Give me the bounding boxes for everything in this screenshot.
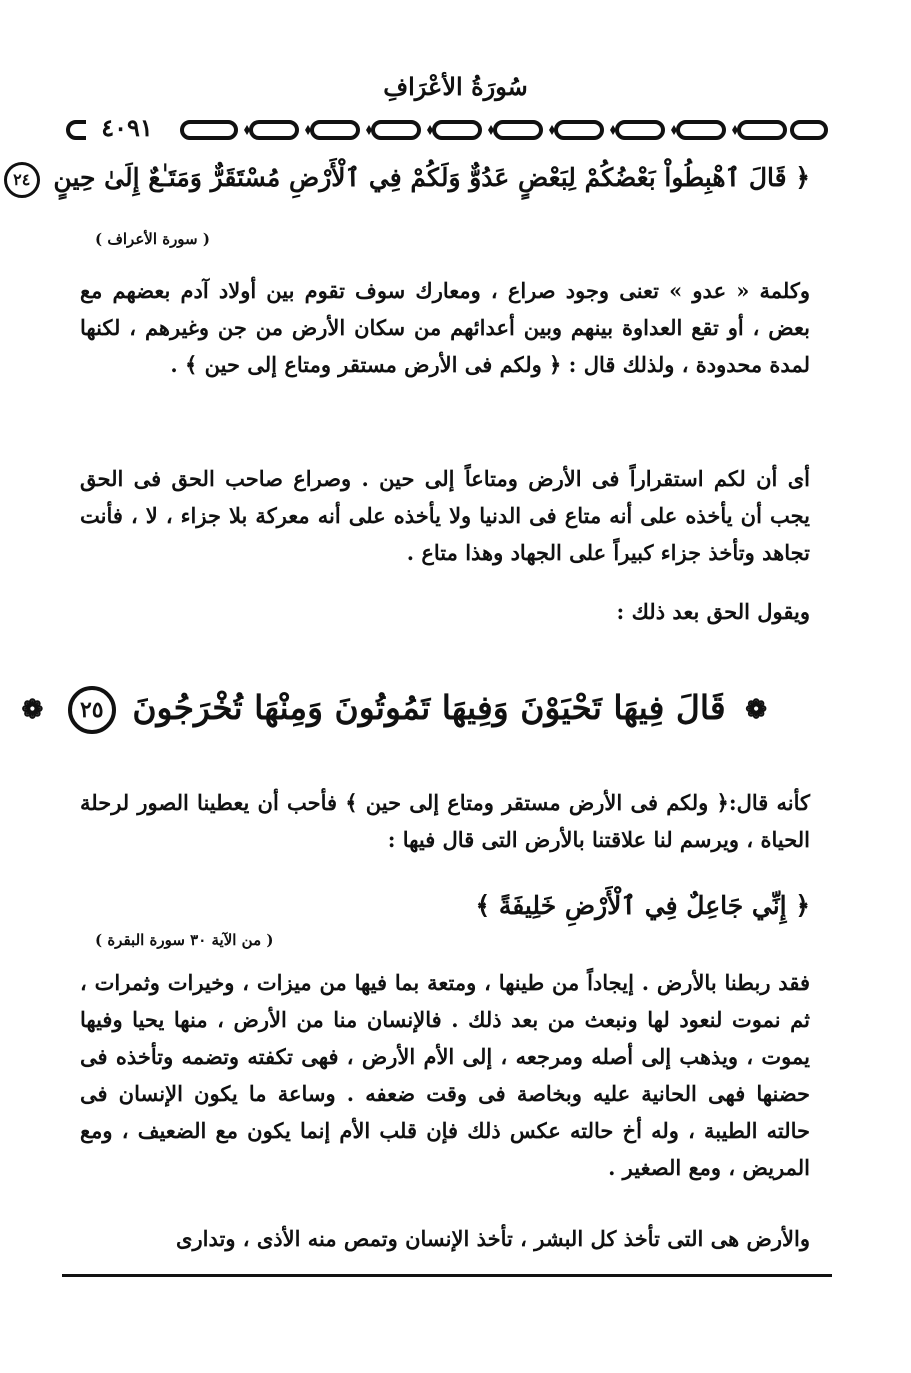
- ayah-number-25: ٢٥: [68, 686, 116, 734]
- ayah-number-24: ٢٤: [4, 162, 40, 198]
- paragraph-2: أى أن لكم استقراراً فى الأرض ومتاعاً إلى حين . وصراع صاحب الحق فى الحق يجب أن يأخذه على أنه متاع فى الدنيا ولا يأخذه على أنه معركة بلا جزاء ، لا ، فأنت تجاهد وتأخذ جزاء كبيراً على الجهاد وهذا متاع .: [80, 466, 810, 565]
- verse-open-bracket: ﴿: [795, 163, 810, 192]
- verse-ornament-left-icon: ❁: [21, 695, 44, 725]
- paragraph-6: والأرض هى التى تأخذ كل البشر ، تأخذ الإنسان وتمص منه الأذى ، وتدارى: [176, 1226, 810, 1251]
- quran-verse-24: [13, 158, 810, 198]
- page-number: ٤٠٩١: [86, 113, 168, 143]
- verse-ornament-right-icon: ❁: [745, 695, 767, 725]
- verse-24-source: ( سورة الأعراف ): [95, 230, 210, 248]
- paragraph-5: فقد ربطنا بالأرض . إيجاداً من طينها ، ومتعة بما فيها من ميزات ، وخيرات وثمرات ، ثم نموت لنعود لها ونبعث من بعد ذلك . فالإنسان منا من الأرض ، منها يحيا وفيها يموت ، ويذهب إلى أصله ومرجعه ، إلى الأم الأرض ، فهى تكفته وتضمه وتأخذه فى حضنها فهى الحانية عليه وبخاصة فى وقت ضعفه . وساعة ما يكون الإنسان فى حالته الطيبة ، وله أخ حالته عكس ذلك فإن قلب الأم إنما يكون مع الضعيف ، ومع المريض ، ومع الصغير .: [80, 970, 810, 1180]
- quran-verse-25: [21, 683, 775, 735]
- paragraph-1: وكلمة « عدو » تعنى وجود صراع ، ومعارك سوف تقوم بين أولاد آدم بعضهم مع بعض ، أو تقع العداوة بينهم وبين أعدائهم من سكان الأرض من جن وغيرهم ، لكنها لمدة محدودة ، ولذلك قال : ﴿ ولكم فى الأرض مستقر ومتاع إلى حين ﴾ .: [80, 278, 810, 377]
- verse-24-text: قَالَ ٱهْبِطُواْ بَعْضُكُمْ لِبَعْضٍ عَدُوٌّ وَلَكُمْ فِي ٱلْأَرْضِ مُسْتَقَرٌّ وَمَتَـٰعٌ إِلَىٰ حِينٍ: [53, 163, 787, 192]
- verse-close-bracket: ﴾: [475, 891, 491, 920]
- ornamental-border: [62, 118, 832, 142]
- verse-baqarah-text: إِنِّي جَاعِلٌ فِي ٱلْأَرْضِ خَلِيفَةً: [498, 891, 787, 920]
- verse-baqarah-source: ( من الآية ٣٠ سورة البقرة ): [95, 931, 274, 949]
- paragraph-3: ويقول الحق بعد ذلك :: [616, 599, 810, 624]
- surah-title: سُورَةُ الأعْرَافِ: [383, 72, 528, 101]
- paragraph-4: كأنه قال:﴿ ولكم فى الأرض مستقر ومتاع إلى حين ﴾ فأحب أن يعطينا الصور لرحلة الحياة ، ويرسم لنا علاقتنا بالأرض التى قال فيها :: [80, 790, 810, 852]
- verse-25-text: قَالَ فِيهَا تَحْيَوْنَ وَفِيهَا تَمُوتُونَ وَمِنْهَا تُخْرَجُونَ: [132, 688, 726, 727]
- footer-divider: [62, 1274, 832, 1277]
- verse-open-bracket: ﴿: [795, 891, 810, 920]
- quran-verse-baqarah-30: [300, 886, 810, 926]
